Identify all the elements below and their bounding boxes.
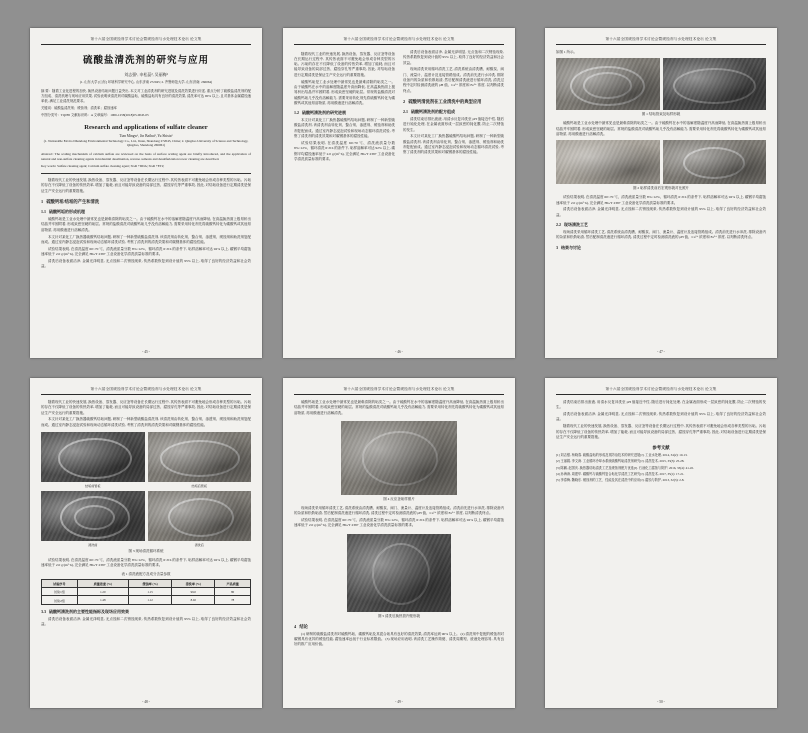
figure-1-caption: 图 1 结垢管束及垢样形貌 bbox=[641, 112, 681, 117]
section-heading-2-1 bbox=[403, 109, 504, 115]
running-head: 第十六届全国缓蚀剂学术讨论会暨缓蚀剂与水处理技术论坛 论文集 bbox=[294, 37, 504, 45]
section-title: 结论 bbox=[299, 623, 308, 629]
table-header-cell: 试验序号 bbox=[42, 579, 78, 587]
table-header-cell: 质量浓度 (%) bbox=[77, 579, 128, 587]
body-paragraph-1: 随着现代工业的快速发展, 换热设备、蒸发器、反应釜等设备在长期运行过程中, 其传热表面不可避免地会形成各种类型的污垢。污垢的存在不仅降低了设备的传热效率, 增加了能耗, 而且可能导致设备的局部过热、腐蚀穿孔等严重事故, 因此, 对结垢设备进行定期清洗是保证生产安全运行的重要措施。 bbox=[294, 51, 395, 77]
document-page-1 bbox=[30, 28, 262, 358]
body-paragraph-a: 清洗结束后排出废液, 用清水反复冲洗至 pH 值接近中性, 随后进行钝化处理, 在金属表面形成一层致密的钝化膜, 防止二次锈蚀的发生。 bbox=[556, 400, 766, 410]
table-1-caption: 表 1 清洗液配方及成分含量参数 bbox=[121, 571, 171, 576]
section-number: 2.2 bbox=[556, 222, 561, 227]
section-number: 3 bbox=[556, 244, 558, 250]
intro-paragraph-1: 随着现代工业的快速发展, 换热设备、蒸发器、反应釜等设备在长期运行过程中, 其传热表面不可避免地会形成各种类型的污垢。污垢的存在不仅降低了设备的传热效率, 增加了能耗, 而且可能导致设备的局部过热、腐蚀穿孔等严重事故, 因此, 对结垢设备进行定期清洗是保证生产安全运行的重要措施。 bbox=[41, 178, 251, 193]
section-title: 硫酸钙清洗剂的主要性能指标及现场应用效果 bbox=[49, 608, 129, 614]
section-title: 硫酸钙清洗剂在工业清洗中的典型应用 bbox=[408, 99, 482, 104]
english-title: Research and applications of sulfate cleaner bbox=[84, 123, 208, 131]
figure-2-photo-b bbox=[663, 140, 767, 184]
document-page-6 bbox=[545, 378, 777, 708]
page-number: - 47 - bbox=[657, 350, 665, 354]
table-cell: 1.48 bbox=[77, 596, 128, 604]
figure-1-image-grid bbox=[556, 58, 766, 110]
figure-3-caption: 图 3 现场清洗循环系统 bbox=[128, 549, 164, 554]
page-number: - 50 - bbox=[657, 700, 665, 704]
english-authors: Tian Mingw¹, Jin Baihui², Yu Shixia² bbox=[119, 133, 173, 138]
table-row bbox=[42, 596, 251, 604]
body-paragraph-b: 现场清洗采用循环清洗工艺, 清洗系统由清洗槽、耐酸泵、阀门、流量计、温度计及连接管路组成。清洗前先进行水冲洗, 排除设备内的杂质和松散垢渣, 然后配制清洗液进行循环清洗, 清洗过程中定时检测清洗液的 pH 值、Ca²⁺ 浓度和 Fe³⁺ 浓度, 以判断清洗终点。 bbox=[294, 505, 504, 516]
body-paragraph-7: 清洗结束后排出废液, 用清水反复冲洗至 pH 值接近中性, 随后进行钝化处理, 在金属表面形成一层致密的钝化膜, 防止二次锈蚀的发生。 bbox=[403, 117, 504, 132]
figure-1-photo-a bbox=[556, 58, 660, 110]
body-paragraph-a: 硫酸钙垢是工业水处理中最常见也是最难清除的垢类之一。由于硫酸钙在水中的溶解度随温度升高而降低, 在高温换热面上极易析出结晶并牢固附着, 形成致密坚硬的垢层。常规的盐酸清洗对硫酸钙垢几乎没有溶解能力, 需要采用转化剂先将硫酸钙转化为碳酸钙或其他易溶物质, 再用酸液进行溶解清洗。 bbox=[294, 400, 504, 415]
table-cell: 80 bbox=[215, 588, 251, 596]
conclusion-paragraph: (1) 研制的硫酸盐清洗剂对硫酸钙垢、碳酸钙垢及其混合垢具有良好的清洗效果, 清洗率达到 90% 以上。 (2) 清洗剂中复配的缓蚀剂对碳钢具有优异的缓蚀性能, 腐蚀速率远低于行业标准限值。 (3) 现场应用表明, 该清洗工艺操作简便、清洗周期短、废液处理容易, 具有良好的推广应用价值。 bbox=[294, 631, 504, 647]
body-paragraph-2: 硫酸钙垢是工业水处理中最常见也是最难清除的垢类之一。由于硫酸钙在水中的溶解度随温度升高而降低, 在高温换热面上极易析出结晶并牢固附着, 形成致密坚硬的垢层。常规的盐酸清洗对硫酸钙垢几乎没有溶解能力, 需要采用转化剂先将硫酸钙转化为碳酸钙或其他易溶物质, 再用酸液进行溶解清洗。 bbox=[41, 217, 251, 232]
body-paragraph-b: 试验结果表明, 在清洗温度 60~70 ℃、清洗液质量分数 8%~12%、循环清洗 6~8 h 的条件下, 垢样溶解率可达 92% 以上, 碳钢平均腐蚀速率低于 2.0 g/(m²·h), 完全满足 HG/T 2387 工业设备化学清洗质量标准的要求。 bbox=[556, 195, 766, 205]
section-title: 硫酸钙垢的形成机理 bbox=[49, 209, 85, 215]
reference-item: [5] 李春梅, 魏晓东. 缓蚀剂的工艺、性能及其在清洗中的应用[J]. 腐蚀与防护, 2013, 32(3): 2-8. bbox=[556, 478, 685, 483]
figure-2-photo-a bbox=[556, 140, 660, 184]
reference-item: [1] 刘志强, 杨晓春. 硫酸盐垢的形成及其防治技术的研究进展[J]. 工业水处理, 2014, 34(2): 10-13. bbox=[556, 453, 688, 458]
references-heading: 参考文献 bbox=[652, 445, 670, 451]
section-number: 4 bbox=[294, 623, 297, 629]
divider bbox=[41, 173, 251, 174]
keywords-en: Key words: Sulfate cleaning agent; Calcium sulfate cleaning agent; SGR +DDA; SGR +ET2; bbox=[41, 164, 165, 169]
body-paragraph-2: 硫酸钙垢是工业水处理中最常见也是最难清除的垢类之一。由于硫酸钙在水中的溶解度随温度升高而降低, 在高温换热面上极易析出结晶并牢固附着, 形成致密坚硬的垢层。常规的盐酸清洗对硫酸钙垢几乎没有溶解能力, 需要采用转化剂先将硫酸钙转化为碳酸钙或其他易溶物质, 再用酸液进行溶解清洗。 bbox=[294, 79, 395, 105]
figure-4-caption: 图 4 反应釜垢样照片 bbox=[383, 496, 415, 501]
section-number: 2.1 bbox=[403, 109, 408, 114]
figure-3-photo-c bbox=[41, 491, 145, 541]
body-paragraph-5: 清洗后设备表面洁净, 金属光泽明显, 无点蚀和二次锈蚀现象, 传热系数恢复到设计值的 95% 以上, 取得了良好的经济效益和社会效益。 bbox=[41, 258, 251, 269]
section-title: 硫酸钙垢/结垢的产生和清洗 bbox=[46, 199, 100, 205]
section-number: 1 bbox=[41, 199, 44, 205]
body-paragraph-d: 现场清洗采用循环清洗工艺, 清洗系统由清洗槽、耐酸泵、阀门、流量计、温度计及连接管路组成。清洗前先进行水冲洗, 排除设备内的杂质和松散垢渣, 然后配制清洗液进行循环清洗, 清洗过程中定时检测清洗液的 pH 值、Ca²⁺ 浓度和 Fe³⁺ 浓度, 以判断清洗终点。 bbox=[556, 230, 766, 240]
figure-3-label-a: 结垢前管板 bbox=[85, 484, 101, 489]
figure-3-label-c: 清洗前 bbox=[88, 543, 98, 548]
table-cell: 99.0 bbox=[172, 588, 215, 596]
page-number: - 46 - bbox=[395, 350, 403, 354]
running-head: 第十六届全国缓蚀剂学术讨论会暨缓蚀剂与水处理技术论坛 论文集 bbox=[41, 387, 251, 395]
section-number: 3.3 bbox=[41, 608, 46, 614]
running-head: 第十六届全国缓蚀剂学术讨论会暨缓蚀剂与水处理技术论坛 论文集 bbox=[556, 37, 766, 45]
page-title: 硫酸盐清洗剂的研究与应用 bbox=[82, 56, 209, 66]
english-affiliation: (1. Nationallle Enviro Dhandong Environmental Technology Co., Ltd., Jinan, Shandong 272045, China; 2. Qingdao University of Science and Technology, Qingdao, Shandong 266061) bbox=[43, 138, 249, 148]
body-paragraph-4: 试验结果表明, 在清洗温度 60~70 ℃、清洗液质量分数 8%~12%、循环清洗 6~8 h 的条件下, 垢样溶解率可达 92% 以上, 碳钢平均腐蚀速率低于 2.0 g/(m²·h), 完全满足 HG/T 2387 工业设备化学清洗质量标准的要求。 bbox=[41, 246, 251, 256]
body-paragraph-c: 随着现代工业的快速发展, 换热设备、蒸发器、反应釜等设备在长期运行过程中, 其传热表面不可避免地会形成各种类型的污垢。污垢的存在不仅降低了设备的传热效率, 增加了能耗, 而且可能导致设备的局部过热、腐蚀穿孔等严重事故, 因此, 对结垢设备进行定期清洗是保证生产安全运行的重要措施。 bbox=[556, 424, 766, 439]
author-list: 刘志强¹, 申松蕊², 吴丽梅² bbox=[124, 72, 168, 77]
section-heading-4 bbox=[294, 624, 504, 630]
keywords-cn: 关键词：硫酸盐清洗剂；缓蚀剂；清洗率；腐蚀速率 bbox=[41, 106, 117, 111]
figure-5-caption: 图 5 清洗后换热管内壁形貌 bbox=[378, 613, 420, 618]
table-header-row bbox=[42, 579, 251, 587]
figure-5-photo bbox=[347, 534, 451, 612]
section-heading-1 bbox=[41, 199, 251, 205]
table-header-cell: 产品质量 bbox=[215, 579, 251, 587]
figure-3-label-d: 清洗后 bbox=[194, 543, 204, 548]
running-head: 第十六届全国缓蚀剂学术讨论会暨缓蚀剂与水处理技术论坛 论文集 bbox=[41, 37, 251, 45]
body-paragraph-c: 试验结果表明, 在清洗温度 60~70 ℃、清洗液质量分数 8%~12%、循环清洗 6~8 h 的条件下, 垢样溶解率可达 92% 以上, 碳钢平均腐蚀速率低于 2.0 g/(m²·h), 完全满足 HG/T 2387 工业设备化学清洗质量标准的要求。 bbox=[294, 518, 504, 528]
abstract-cn: 摘 要：随着工业化进程的加快, 换热设备结垢问题日益突出, 本文对工业清洗剂的研究进展及清洗效果进行综述, 重点分析了硫酸盐清洗剂的配方组成、清洗机理与现场应用效果, 试验表明该清洗剂对碳酸盐垢、硫酸盐垢具有良好的清洗效果, 清洗率可达 90% 以上, 且对基体金属腐蚀速率低, 满足工业清洗规范要求。 bbox=[41, 88, 251, 103]
body-paragraph-b: 本文针对某化工厂换热器硫酸钙结垢问题, 研制了一种新型硫酸盐清洗剂, 该清洗剂由转化剂、螯合剂、渗透剂、缓蚀剂和助洗剂复配而成。通过室内静态浸泡试验和现场动态循环清洗试验, 考察了清洗剂的清洗效果和对碳钢基体的腐蚀性能。 bbox=[41, 417, 251, 427]
document-page-5 bbox=[283, 378, 515, 708]
reference-list bbox=[556, 453, 766, 483]
classification-line: 中图分类号：TQ085 文献标识码：A 文章编号：1006-1258(2018)05-0045-05 bbox=[41, 112, 149, 117]
body-paragraph-5: 清洗后设备表面洁净, 金属光泽明显, 无点蚀和二次锈蚀现象, 传热系数恢复到设计值的 95% 以上, 取得了良好的经济效益和社会效益。 bbox=[403, 50, 504, 65]
reference-item: [3] 陈鹏, 赵国庆. 换热器结垢清洗工艺及缓蚀剂配方优选[J]. 石油化工腐蚀与防护, 2016, 33(4): 41-45. bbox=[556, 465, 694, 470]
section-heading-1-2 bbox=[294, 110, 395, 116]
abstract-en: Abstract: The scaling mechanism of calcium sulfate are reviewed on the basis of surface scaling agent are briefly introduced, and the application of natural and non-sulfate cleaning agents in industrial desalination, reverse osmosis and desulfurization tower cleaning are described. bbox=[41, 152, 251, 162]
table-cell: 8.02 bbox=[172, 596, 215, 604]
body-paragraph-c: 清洗后设备表面洁净, 金属光泽明显, 无点蚀和二次锈蚀现象, 传热系数恢复到设计值的 95% 以上, 取得了良好的经济效益和社会效益。 bbox=[556, 207, 766, 217]
table-cell: 1.20 bbox=[77, 588, 128, 596]
figure-3-photo-a bbox=[41, 432, 145, 482]
table-cell: 1.12 bbox=[129, 596, 172, 604]
figure-3-label-b: 结垢后管板 bbox=[191, 484, 207, 489]
section-heading-3 bbox=[556, 222, 766, 228]
table-header-cell: 缓蚀率 (%) bbox=[129, 579, 172, 587]
body-paragraph-a: 硫酸钙垢是工业水处理中最常见也是最难清除的垢类之一。由于硫酸钙在水中的溶解度随温度升高而降低, 在高温换热面上极易析出结晶并牢固附着, 形成致密坚硬的垢层。常规的盐酸清洗对硫酸钙垢几乎没有溶解能力, 需要采用转化剂先将硫酸钙转化为碳酸钙或其他易溶物质, 再用酸液进行溶解清洗。 bbox=[556, 121, 766, 136]
document-page-3 bbox=[545, 28, 777, 358]
body-paragraph-8: 本文针对某化工厂换热器硫酸钙结垢问题, 研制了一种新型硫酸盐清洗剂, 该清洗剂由转化剂、螯合剂、渗透剂、缓蚀剂和助洗剂复配而成。通过室内静态浸泡试验和现场动态循环清洗试验, 考察了清洗剂的清洗效果和对碳钢基体的腐蚀性能。 bbox=[403, 134, 504, 155]
figure-2-caption: 图 2 垢样清洗前后宏观形貌对比照片 bbox=[633, 186, 689, 191]
section-title: 硫酸钙清洗剂的研究进展 bbox=[302, 110, 346, 116]
figure-intro-label: 如图 1 所示。 bbox=[556, 50, 577, 54]
section-number: 1.2 bbox=[294, 110, 299, 116]
running-head: 第十六届全国缓蚀剂学术讨论会暨缓蚀剂与水处理技术论坛 论文集 bbox=[556, 387, 766, 395]
section-heading-2 bbox=[403, 99, 504, 105]
page-number: - 49 - bbox=[395, 700, 403, 704]
body-paragraph-b: 清洗后设备表面洁净, 金属光泽明显, 无点蚀和二次锈蚀现象, 传热系数恢复到设计值的 95% 以上, 取得了良好的经济效益和社会效益。 bbox=[556, 412, 766, 422]
body-paragraph-4: 试验结果表明, 在清洗温度 60~70 ℃、清洗液质量分数 8%~12%、循环清洗 6~8 h 的条件下, 垢样溶解率可达 92% 以上, 碳钢平均腐蚀速率低于 2.0 g/(m²·h), 完全满足 HG/T 2387 工业设备化学清洗质量标准的要求。 bbox=[294, 140, 395, 161]
page-number: - 45 - bbox=[142, 350, 150, 354]
section-number: 2 bbox=[403, 99, 406, 104]
figure-2-image-grid bbox=[556, 140, 766, 184]
table-1 bbox=[41, 579, 251, 605]
body-paragraph-6: 现场清洗采用循环清洗工艺, 清洗系统由清洗槽、耐酸泵、阀门、流量计、温度计及连接管路组成。清洗前先进行水冲洗, 排除设备内的杂质和松散垢渣, 然后配制清洗液进行循环清洗, 清洗过程中定时检测清洗液的 pH 值、Ca²⁺ 浓度和 Fe³⁺ 浓度, 以判断清洗终点。 bbox=[403, 67, 504, 93]
section-number: 1.1 bbox=[41, 209, 46, 215]
body-paragraph-c: 试验结果表明, 在清洗温度 60~70 ℃、清洗液质量分数 8%~12%、循环清洗 6~8 h 的条件下, 垢样溶解率可达 92% 以上, 碳钢平均腐蚀速率低于 2.0 g/(m²·h), 完全满足 HG/T 2387 工业设备化学清洗质量标准的要求。 bbox=[41, 558, 251, 568]
body-paragraph-3: 本文针对某化工厂换热器硫酸钙结垢问题, 研制了一种新型硫酸盐清洗剂, 该清洗剂由转化剂、螯合剂、渗透剂、缓蚀剂和助洗剂复配而成。通过室内静态浸泡试验和现场动态循环清洗试验, 考察了清洗剂的清洗效果和对碳钢基体的腐蚀性能。 bbox=[294, 118, 395, 139]
running-head: 第十六届全国缓蚀剂学术讨论会暨缓蚀剂与水处理技术论坛 论文集 bbox=[294, 387, 504, 395]
table-header-cell: 清洗率 (%) bbox=[172, 579, 215, 587]
body-paragraph-d: 清洗后设备表面洁净, 金属光泽明显, 无点蚀和二次锈蚀现象, 传热系数恢复到设计值的 95% 以上, 取得了良好的经济效益和社会效益。 bbox=[41, 616, 251, 627]
table-cell: 1.15 bbox=[129, 588, 172, 596]
table-cell: 78 bbox=[215, 596, 251, 604]
figure-3-photo-b bbox=[148, 432, 252, 482]
page-number: - 48 - bbox=[142, 700, 150, 704]
two-column-body bbox=[294, 50, 504, 162]
reference-item: [4] 孙海涛, 周建华. 碳酸钙与硫酸钙复合垢化学清洗工艺研究[J]. 清洗技术, 2017, 35(1): 17-21. bbox=[556, 472, 685, 477]
figure-3-photo-d bbox=[148, 491, 252, 541]
table-cell: 试验2组 bbox=[42, 596, 78, 604]
reference-item: [2] 王丽娟, 李文涛. 工业循环冷却水系统硫酸钙垢清洗剂研究[J]. 清洗技术, 2015, 33(5): 25-28. bbox=[556, 459, 685, 464]
figure-1-photo-b bbox=[663, 58, 767, 110]
section-title: 结果与讨论 bbox=[561, 244, 581, 250]
section-heading-3-3 bbox=[41, 609, 251, 615]
document-page-4 bbox=[30, 378, 262, 708]
affiliation: (1. 山东大学 [山东] 环境科学研究中心, 山东济南 272045; 2. 齐鲁师范大学, 山东济南; 266064) bbox=[79, 80, 213, 84]
document-page-2 bbox=[283, 28, 515, 358]
section-heading-1-1 bbox=[41, 209, 251, 215]
body-paragraph-3: 本文针对某化工厂换热器硫酸钙结垢问题, 研制了一种新型硫酸盐清洗剂, 该清洗剂由转化剂、螯合剂、渗透剂、缓蚀剂和助洗剂复配而成。通过室内静态浸泡试验和现场动态循环清洗试验, 考察了清洗剂的清洗效果和对碳钢基体的腐蚀性能。 bbox=[41, 234, 251, 244]
table-cell: 试验1组 bbox=[42, 588, 78, 596]
figure-3-image-grid bbox=[41, 432, 251, 547]
section-heading-3-1 bbox=[556, 245, 766, 251]
section-title: 现场清洗工艺 bbox=[564, 222, 588, 227]
body-paragraph-a: 随着现代工业的快速发展, 换热设备、蒸发器、反应釜等设备在长期运行过程中, 其传热表面不可避免地会形成各种类型的污垢。污垢的存在不仅降低了设备的传热效率, 增加了能耗, 而且可能导致设备的局部过热、腐蚀穿孔等严重事故, 因此, 对结垢设备进行定期清洗是保证生产安全运行的重要措施。 bbox=[41, 400, 251, 415]
table-row bbox=[42, 588, 251, 596]
section-title: 硫酸钙清洗剂的配方组成 bbox=[411, 109, 455, 114]
figure-4-photo bbox=[341, 421, 457, 495]
